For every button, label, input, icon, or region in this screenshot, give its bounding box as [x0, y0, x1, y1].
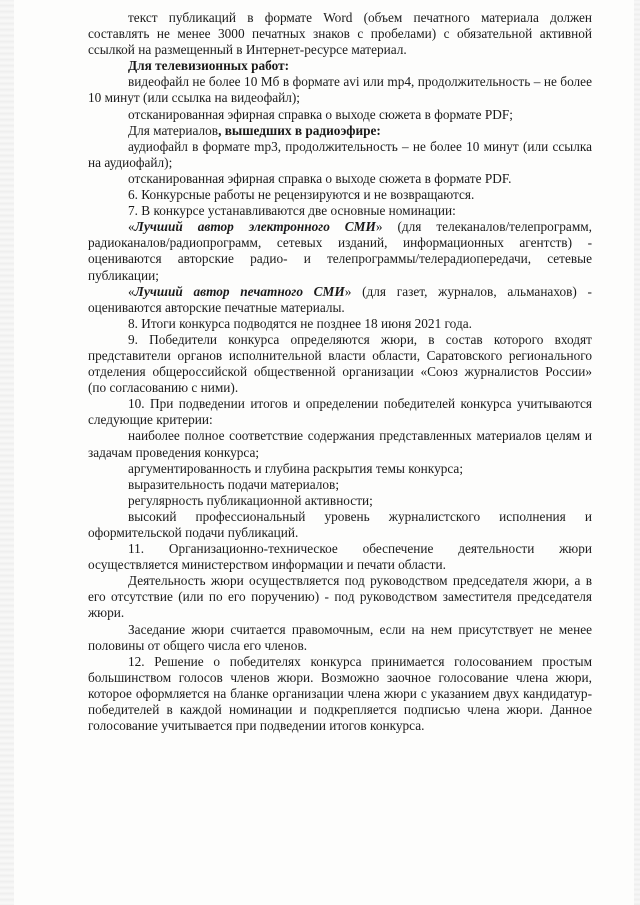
paragraph — [88, 654, 592, 734]
paragraph — [88, 187, 592, 203]
emphasis-text: , вышедших в радиоэфире: — [218, 122, 381, 138]
paragraph — [88, 58, 592, 74]
document-body — [88, 10, 592, 734]
paragraph — [88, 622, 592, 654]
paragraph-text: текст публикаций в формате Word (объем печатного материала должен составлять не менее 3000 печатных знаков с пробелами) с обязательной активной ссылкой на размещенный в Интернет-ресурсе материал. — [88, 10, 592, 58]
paragraph-text: аргументированность и глубина раскрытия темы конкурса; — [128, 460, 464, 476]
paragraph — [88, 509, 592, 541]
paragraph-text: Заседание жюри считается правомочным, если на нем присутствует не менее половины от общего числа его членов. — [88, 621, 592, 653]
paragraph-text: отсканированная эфирная справка о выходе сюжета в формате PDF; — [128, 106, 513, 122]
paragraph — [88, 139, 592, 171]
paragraph-text: отсканированная эфирная справка о выходе сюжета в формате PDF. — [128, 170, 512, 186]
paragraph-text: высокий профессиональный уровень журналистского исполнения и оформительской подачи публикаций. — [88, 508, 592, 540]
paragraph — [88, 74, 592, 106]
paragraph — [88, 477, 592, 493]
paragraph-text: 10. При подведении итогов и определении победителей конкурса учитываются следующие критерии: — [88, 396, 592, 428]
paragraph — [88, 10, 592, 58]
paragraph — [88, 428, 592, 460]
paragraph — [88, 396, 592, 428]
paragraph-text: Для материалов — [128, 122, 219, 138]
paragraph — [88, 573, 592, 621]
paragraph-text: 12. Решение о победителях конкурса принимается голосованием простым большинством голосов членов жюри. Возможно заочное голосование члена жюри, которое оформляется на бланке организации члена жюри с указанием двух кандидатур-победителей в каждой номинации и подкрепляется подписью члена жюри. Данное голосование учитывается при подведении итогов конкурса. — [88, 653, 592, 734]
paragraph — [88, 316, 592, 332]
paragraph-text: видеофайл не более 10 Мб в формате avi или mp4, продолжительность – не более 10 минут (или ссылка на видеофайл); — [88, 74, 592, 106]
paragraph-text: 7. В конкурсе устанавливаются две основные номинации: — [128, 203, 456, 219]
paragraph — [88, 107, 592, 123]
paragraph — [88, 541, 592, 573]
paragraph-text: аудиофайл в формате mp3, продолжительность – не более 10 минут (или ссылка на аудиофайл); — [88, 138, 592, 170]
paragraph-text: » (для газет, журналов, альманахов) - оцениваются авторские печатные материалы. — [88, 283, 592, 315]
paragraph-text: 8. Итоги конкурса подводятся не позднее 18 июня 2021 года. — [128, 315, 472, 331]
paragraph — [88, 493, 592, 509]
paragraph-text: регулярность публикационной активности; — [128, 492, 373, 508]
paragraph — [88, 461, 592, 477]
paragraph-text: выразительность подачи материалов; — [128, 476, 340, 492]
emphasis-text: Лучший автор печатного СМИ — [134, 283, 345, 299]
emphasis-text: Для телевизионных работ: — [128, 58, 290, 74]
paragraph — [88, 123, 592, 139]
paragraph-text: « — [128, 283, 135, 299]
paragraph — [88, 171, 592, 187]
emphasis-text: Лучший автор электронного СМИ — [134, 219, 376, 235]
scan-edge-left — [0, 0, 14, 905]
paragraph — [88, 332, 592, 396]
paragraph-text: наиболее полное соответствие содержания представленных материалов целям и задачам проведения конкурса; — [88, 428, 592, 460]
paragraph-text: 9. Победители конкурса определяются жюри, в состав которого входят представители органов исполнительной власти области, Саратовского регионального отделения общероссийской общественной организации «Союз журналистов России» (по согласованию с ними). — [88, 331, 592, 396]
paragraph — [88, 203, 592, 219]
paragraph — [88, 219, 592, 283]
paragraph-text: 11. Организационно-техническое обеспечение деятельности жюри осуществляется министерством информации и печати области. — [88, 541, 592, 573]
paragraph-text: « — [128, 219, 135, 235]
paragraph-text: 6. Конкурсные работы не рецензируются и не возвращаются. — [128, 187, 475, 203]
paragraph-text: Деятельность жюри осуществляется под руководством председателя жюри, а в его отсутствие (или по его поручению) - под руководством заместителя председателя жюри. — [88, 573, 592, 621]
paragraph-text: » (для телеканалов/телепрограмм, радиоканалов/радиопрограмм, сетевых изданий, информационных агентств) - оцениваются авторские радио- и телепрограммы/телерадиопередачи, сетевые публикации; — [88, 219, 592, 283]
scan-edge-right — [634, 0, 640, 905]
paragraph — [88, 284, 592, 316]
